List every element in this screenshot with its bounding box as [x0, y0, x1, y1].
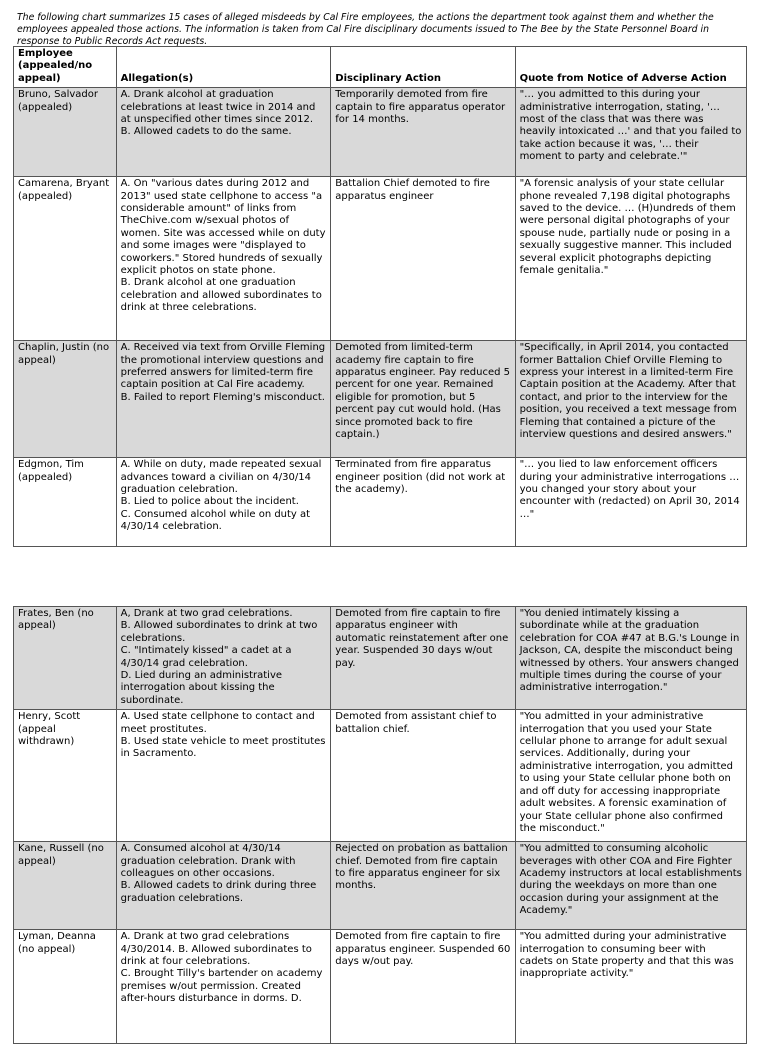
- allegation-item: C. "Intimately kissed" a cadet at a 4/30/14 grad celebration.: [120, 645, 292, 669]
- header-action: Disciplinary Action: [331, 47, 515, 88]
- allegation-item: A. Used state cellphone to contact and meet prostitutes.: [120, 711, 315, 735]
- discipline-table-2: [13, 606, 747, 1044]
- quote-cell: "… you admitted to this during your administrative interrogation, stating, '… most of the class that was there was heavily intoxicated …' and that you failed to take action because it was, '… their moment to party and celebrate.'": [515, 88, 746, 177]
- table-row: [14, 177, 747, 341]
- allegation-item: B. Drank alcohol at one graduation celebration and allowed subordinates to drink at three celebrations.: [120, 277, 322, 314]
- quote-cell: "A forensic analysis of your state cellular phone revealed 7,198 digital photographs saved to the device. … (H)undreds of them were personal digital photographs of your spouse nude, partially nude or posing in a sexually suggestive manner. This included several explicit photographs depicting female genitalia.": [515, 177, 746, 341]
- allegation-item: B. Lied to police about the incident.: [120, 496, 299, 508]
- quote-cell: "You denied intimately kissing a subordinate while at the graduation celebration for COA #47 at B.G.'s Lounge in Jackson, CA, despite the misconduct being witnessed by others. Your answers changed multiple times during the course of your administrative interrogation.": [515, 607, 746, 710]
- header-allegations: Allegation(s): [116, 47, 331, 88]
- allegation-item: A. Drank at two grad celebrations 4/30/2014. B. Allowed subordinates to drink at four celebrations.: [120, 931, 312, 968]
- employee-cell: Camarena, Bryant (appealed): [14, 177, 117, 341]
- action-cell: Terminated from fire apparatus engineer position (did not work at the academy).: [331, 458, 515, 547]
- allegation-item: B. Allowed cadets to drink during three graduation celebrations.: [120, 880, 317, 904]
- allegations-cell: [116, 710, 331, 842]
- allegation-item: A, Drank at two grad celebrations.: [120, 608, 293, 619]
- action-cell: Rejected on probation as battalion chief. Demoted from fire captain to fire apparatus engineer for six months.: [331, 842, 515, 930]
- allegation-item: C. Consumed alcohol while on duty at 4/30/14 celebration.: [120, 508, 311, 533]
- employee-cell: Lyman, Deanna (no appeal): [14, 930, 117, 1044]
- header-quote: Quote from Notice of Adverse Action: [515, 47, 746, 88]
- allegations-cell: [116, 177, 331, 341]
- employee-cell: Frates, Ben (no appeal): [14, 607, 117, 710]
- quote-cell: "Specifically, in April 2014, you contacted former Battalion Chief Orville Fleming to express your interest in a limited-term Fire Captain position at the Academy. After that contact, and prior to the interview for the position, you received a text message from Fleming that contained a picture of the interview questions and desired answers.": [515, 341, 746, 458]
- allegations-cell: [116, 88, 331, 177]
- allegation-item: A. Consumed alcohol at 4/30/14 graduation celebration. Drank with colleagues on other occasions.: [120, 843, 296, 880]
- employee-cell: Chaplin, Justin (no appeal): [14, 341, 117, 458]
- action-cell: Demoted from limited-term academy fire captain to fire apparatus engineer. Pay reduced 5 percent for one year. Remained eligible for promotion, but 5 percent pay cut would hold. (Has since promoted back to fire captain.): [331, 341, 515, 458]
- quote-cell: "You admitted in your administrative interrogation that you used your State cellular phone to arrange for adult sexual services. Additionally, during your administrative interrogation, you admitted to using your State cellular phone both on and off duty for accessing inappropriate adult websites. A forensic examination of your State cellular phone also confirmed the misconduct.": [515, 710, 746, 842]
- header-employee: Employee (appealed/no appeal): [14, 47, 117, 88]
- table-row: [14, 842, 747, 930]
- quote-cell: "You admitted to consuming alcoholic beverages with other COA and Fire Fighter Academy instructors at local establishments during the weekdays on more than one occasion during your assignment at the Academy.": [515, 842, 746, 930]
- allegations-cell: [116, 842, 331, 930]
- allegation-item: A. Received via text from Orville Fleming the promotional interview questions and preferred answers for limited-term fire captain position at Cal Fire academy.: [120, 342, 326, 391]
- allegation-item: A. On "various dates during 2012 and 2013" used state cellphone to access "a considerable amount" of links from TheChive.com w/sexual photos of women. Site was accessed while on duty and some images were "displayed to coworkers." Stored hundreds of sexually explicit photos on state phone.: [120, 178, 326, 277]
- employee-cell: Henry, Scott (appeal withdrawn): [14, 710, 117, 842]
- action-cell: Battalion Chief demoted to fire apparatus engineer: [331, 177, 515, 341]
- table-row: [14, 88, 747, 177]
- quote-cell: "… you lied to law enforcement officers during your administrative interrogations … you changed your story about your encounter with (redacted) on April 30, 2014 …": [515, 458, 746, 547]
- employee-cell: Edgmon, Tim (appealed): [14, 458, 117, 547]
- quote-cell: "You admitted during your administrative interrogation to consuming beer with cadets on State property and that this was inappropriate activity.": [515, 930, 746, 1044]
- allegation-item: A. While on duty, made repeated sexual advances toward a civilian on 4/30/14 graduation celebration.: [120, 459, 322, 496]
- table-header-row: [14, 47, 747, 88]
- action-cell: Demoted from fire captain to fire apparatus engineer. Suspended 60 days w/out pay.: [331, 930, 515, 1044]
- allegation-item: A. Drank alcohol at graduation celebrations at least twice in 2014 and at unspecified other times since 2012.: [120, 89, 316, 126]
- allegation-item: B. Failed to report Fleming's misconduct.: [120, 391, 325, 403]
- allegation-item: B. Allowed cadets to do the same.: [120, 126, 292, 138]
- action-cell: Demoted from fire captain to fire apparatus engineer with automatic reinstatement after one year. Suspended 30 days w/out pay.: [331, 607, 515, 710]
- table-row: [14, 458, 747, 547]
- intro-text: The following chart summarizes 15 cases of alleged misdeeds by Cal Fire employees, the actions the department took against them and whether the employees appealed those actions. The information is taken from Cal Fire disciplinary documents issued to The Bee by the State Personnel Board in response to Public Records Act requests.: [17, 12, 714, 47]
- allegation-item: B. Used state vehicle to meet prostitutes in Sacramento.: [120, 736, 326, 760]
- table-row: [14, 341, 747, 458]
- allegation-item: B. Allowed subordinates to drink at two celebrations.: [120, 620, 318, 644]
- action-cell: Demoted from assistant chief to battalion chief.: [331, 710, 515, 842]
- table-row: [14, 930, 747, 1044]
- table-row: [14, 607, 747, 710]
- allegations-cell: [116, 458, 331, 547]
- employee-cell: Kane, Russell (no appeal): [14, 842, 117, 930]
- allegation-item: C. Brought Tilly's bartender on academy premises w/out permission. Created after-hours disturbance in dorms. D.: [120, 968, 323, 1005]
- action-cell: Temporarily demoted from fire captain to fire apparatus operator for 14 months.: [331, 88, 515, 177]
- allegations-cell: [116, 607, 331, 710]
- employee-cell: Bruno, Salvador (appealed): [14, 88, 117, 177]
- table-row: [14, 710, 747, 842]
- allegations-cell: [116, 930, 331, 1044]
- allegation-item: D. Lied during an administrative interrogation about kissing the subordinate.: [120, 670, 283, 706]
- allegations-cell: [116, 341, 331, 458]
- discipline-table-1: [13, 46, 747, 547]
